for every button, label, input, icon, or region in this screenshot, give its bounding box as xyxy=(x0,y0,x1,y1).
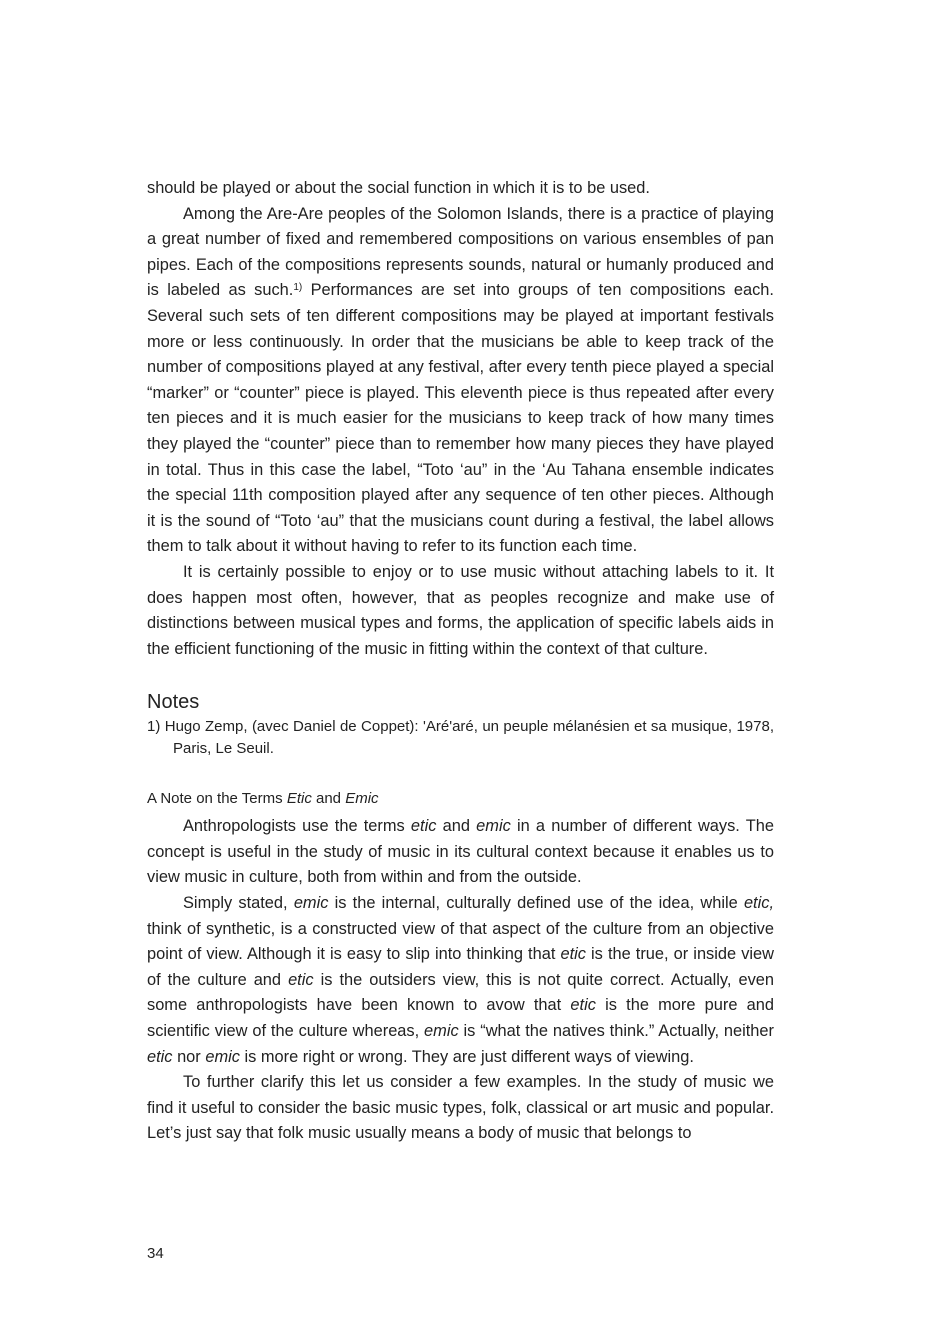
paragraph: Simply stated, emic is the internal, culturally defined use of the idea, while etic, think of synthetic, is a constructed view of that aspect of the culture from an objective point of view. Although it is easy to slip into thinking that etic is the true, or inside view of the culture and etic is the outsiders view, this is not quite correct. Actually, even some anthropologists have been known to avow that etic is the more pure and scientific view of the culture whereas, emic is “what the natives think.” Actually, neither etic nor emic is more right or wrong. They are just different ways of viewing. xyxy=(147,894,774,1066)
paragraph: To further clarify this let us consider a few examples. In the study of music we find it useful to consider the basic music types, folk, classical or art music and popular. Let’s just say that folk music usually means a body of music that belongs to xyxy=(147,1073,774,1143)
page-number: 34 xyxy=(147,1245,164,1262)
footnote-marker: 1) xyxy=(293,282,303,294)
paragraph: Among the Are-Are peoples of the Solomon Islands, there is a practice of playing a great number of fixed and remembered compositions on various ensembles of pan pipes. Each of the compositions represents sounds, natural or humanly produced and is labeled as such.$^{1)}$ Performances are set into groups of ten compositions each. Several such sets of ten different compositions may be played at important festivals more or less continuously. In order that the musicians be able to keep track of the number of compositions played at any festival, after every tenth piece played a special “marker” or “counter” piece is played. This eleventh piece is thus repeated after every ten pieces and it is much easier for the musicians to keep track of how many times they played the “counter” piece than to remember how many pieces they have played in total. Thus in this case the label, “Toto ‘au” in the ‘Au Tahana ensemble indicates the special 11th composition played after any sequence of ten other pieces. Although it is the sound of “Toto ‘au” that the musicians count during a festival, the label allows them to talk about it without having to refer to its function each time. xyxy=(147,204,774,556)
paragraph: Anthropologists use the terms etic and emic in a number of different ways. The concept is useful in the study of music in its cultural context because it enables us to view music in culture, both from within and from the outside. xyxy=(147,817,774,887)
paragraph: should be played or about the social function in which it is to be used. xyxy=(147,179,650,197)
footnote: 1) Hugo Zemp, (avec Daniel de Coppet): 'Aré'aré, un peuple mélanésien et sa musique, 1978, Paris, Le Seuil. xyxy=(147,718,774,758)
notes-heading: Notes xyxy=(147,691,200,714)
page-content xyxy=(147,176,774,1147)
section-title: A Note on the Terms Etic and Emic xyxy=(147,790,379,808)
paragraph: It is certainly possible to enjoy or to use music without attaching labels to it. It does happen most often, however, that as peoples recognize and make use of distinctions between musical types and forms, the application of specific labels aids in the efficient functioning of the music in fitting within the context of that culture. xyxy=(147,562,774,658)
